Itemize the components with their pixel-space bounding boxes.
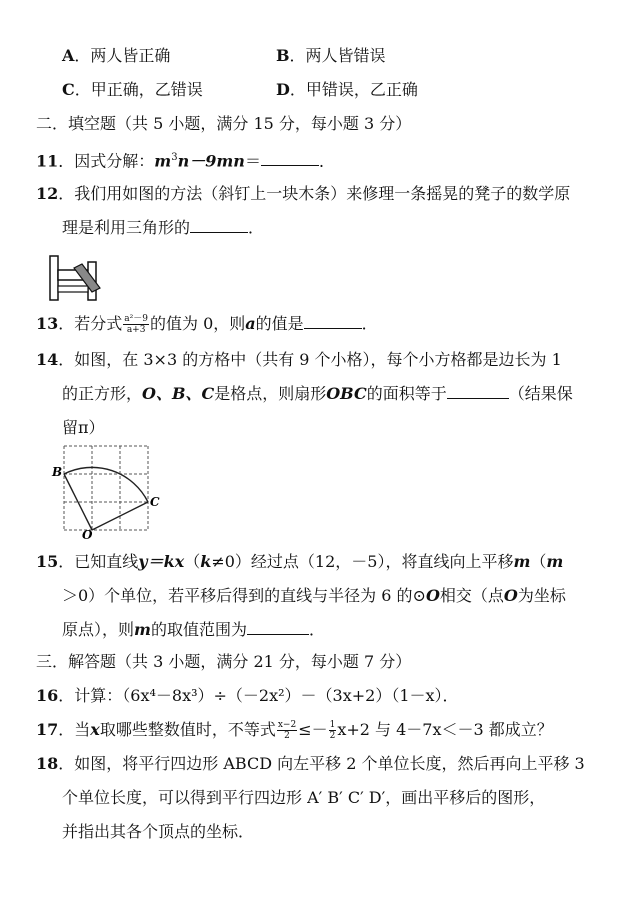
question-15-line-3: 原点），则m的取值范围为 ． bbox=[62, 620, 325, 639]
question-12-line-2: 理是利用三角形的 ． bbox=[62, 218, 265, 237]
fraction-13: $\frac{\text{a²－9}}{a+3}$ bbox=[124, 314, 148, 335]
question-18-line-3: 并指出其各个顶点的坐标． bbox=[62, 822, 255, 841]
question-12-line-1: 12．我们用如图的方法（斜钉上一块木条）来修理一条摇晃的凳子的数学原 bbox=[36, 184, 571, 203]
option-d: D．甲错误，乙正确 bbox=[276, 80, 418, 99]
option-a: A．两人皆正确 bbox=[62, 46, 171, 65]
question-14-line-2: 的正方形，O、B、C是格点，则扇形OBC的面积等于 （结果保 bbox=[62, 384, 573, 403]
grid-sector-figure bbox=[50, 440, 168, 540]
answer-blank-12 bbox=[190, 216, 248, 233]
answer-blank-15 bbox=[247, 618, 309, 635]
answer-blank-11 bbox=[261, 149, 319, 166]
answer-blank-14 bbox=[447, 382, 509, 399]
section-3-title: 三．解答题（共 3 小题，满分 21 分，每小题 7 分） bbox=[36, 652, 412, 671]
question-16: 16．计算：（6x⁴－8x³）÷（－2x²）－（3x+2）（1－x）． bbox=[36, 686, 459, 705]
answer-blank-13 bbox=[304, 312, 362, 329]
question-13: 13．若分式 $\frac{\text{a²－9}}{a+3}$ 的值为 0，则a的值是 ． bbox=[36, 314, 378, 335]
option-b: B．两人皆错误 bbox=[276, 46, 386, 65]
question-15-line-2: ＞0）个单位，若平移后得到的直线与半径为 6 的⊙O相交（点O为坐标 bbox=[62, 586, 566, 605]
question-15-line-1: 15．已知直线y＝kx（k≠0）经过点（12，－5），将直线向上平移m（m bbox=[36, 552, 564, 571]
question-17: 17．当x取哪些整数值时，不等式 $\frac{x-2}{2}$ ≤－ $\frac{1}{2}$ x+2 与 4－7x＜－3 都成立？ bbox=[36, 720, 553, 741]
section-2-title: 二．填空题（共 5 小题，满分 15 分，每小题 3 分） bbox=[36, 114, 412, 133]
stool-figure bbox=[44, 254, 106, 304]
fraction-17-a: $\frac{x-2}{2}$ bbox=[277, 720, 297, 741]
question-14-line-1: 14．如图，在 3×3 的方格中（共有 9 个小格），每个小方格都是边长为 1 bbox=[36, 350, 562, 369]
label-c: C bbox=[150, 495, 160, 509]
question-18-line-2: 个单位长度，可以得到平行四边形 A′ B′ C′ D′，画出平移后的图形， bbox=[62, 788, 546, 807]
label-o: O bbox=[82, 528, 93, 540]
fraction-17-b: $\frac{1}{2}$ bbox=[329, 720, 336, 741]
option-c: C．甲正确，乙错误 bbox=[62, 80, 203, 99]
question-18-line-1: 18．如图，将平行四边形 ABCD 向左平移 2 个单位长度，然后再向上平移 3 bbox=[36, 754, 585, 773]
label-b: B bbox=[52, 465, 63, 479]
question-11: 11．因式分解：$m^3n-9mn=$ ． bbox=[36, 151, 335, 171]
question-14-line-3: 留π） bbox=[62, 418, 105, 437]
